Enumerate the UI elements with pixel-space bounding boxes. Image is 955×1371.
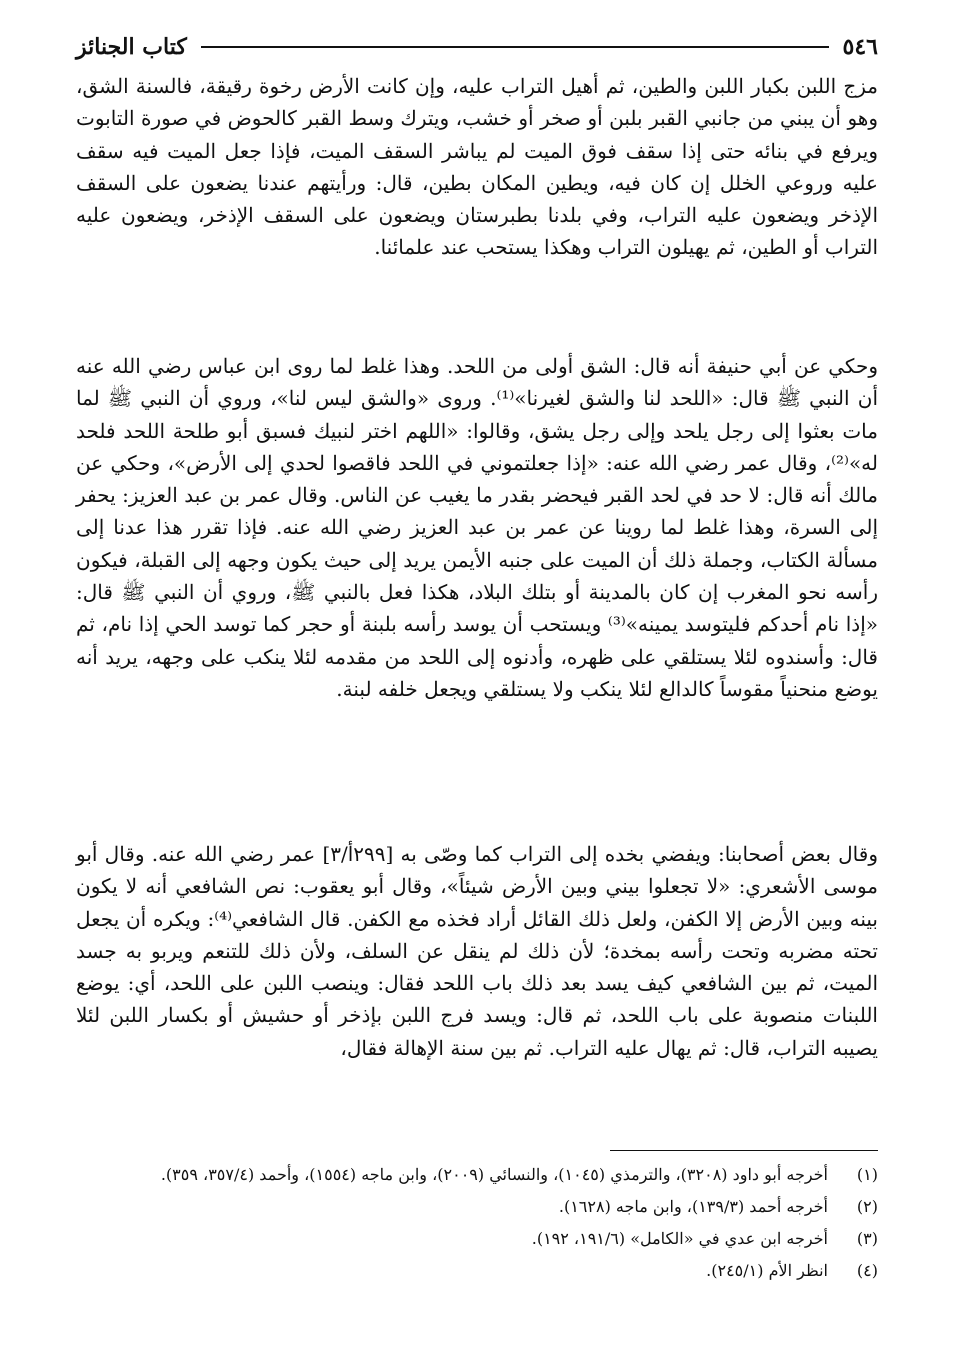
footnote-text: أخرجه أبو داود (٣٢٠٨)، والترمذي (١٠٤٥)، والنسائي (٢٠٠٩)، وابن ماجه (١٥٥٤)، وأحمد (٣٥٧/٤، ٣٥٩). — [160, 1165, 828, 1184]
footnote-text: أخرجه ابن عدي في «الكامل» (١٩١/٦، ١٩٢). — [531, 1229, 828, 1248]
footnote-text: انظر الأم (٢٤٥/١). — [706, 1261, 828, 1280]
header-rule — [201, 46, 829, 48]
footnote-number: (١) — [856, 1165, 878, 1184]
paragraph: وقال بعض أصحابنا: ويفضي بخده إلى التراب كما وصّى به [٢٩٩أ/٣] عمر رضي الله عنه. وقال أبو موسى الأشعري: «لا تجعلوا بيني وبين الأرض شيئاً»، وقال أبو يعقوب: نص الشافعي أنه لا يكون بينه وبين الأرض إلا الكفن، ولعل ذلك القائل أراد فخذه مع الكفن. قال الشافعي⁽⁴⁾: ويكره أن يجعل تحته مضربه وتحت رأسه بمخدة؛ لأن ذلك لم ينقل عن السلف، ولأن ذلك للتنعم ويربو به جسد الميت، ثم بين الشافعي كيف يسد بعد ذلك باب اللحد فقال: وينصب اللبن على اللحد، أي: يوضع اللبنات منصوبة على باب اللحد، ثم قال: ويسد فرج اللبن بإذخر أو حشيش أو بكسار اللبن لئلا يصيبه التراب، قال: ثم يهال عليه التراب. ثم بين سنة الإهالة فقال، — [76, 842, 878, 1060]
page-header — [76, 30, 878, 64]
paragraph: وحكي عن أبي حنيفة أنه قال: الشق أولى من اللحد. وهذا غلط لما روى ابن عباس رضي الله عنه أن النبي ﷺ قال: «اللحد لنا والشق لغيرنا»⁽¹⁾. وروى «والشق ليس لنا»، وروي أن النبي ﷺ لما مات بعثوا إلى رجل يلحد وإلى رجل يشق، وقالوا: «اللهم اختر لنبيك فسبق أبو طلحة اللحد فلحد له»⁽²⁾، وقال عمر رضي الله عنه: «إذا جعلتموني في اللحد فاقصوا لحدي إلى الأرض»، وحكي عن مالك أنه قال: لا حد في لحد القبر فيحضر بقدر ما يغيب عن الناس. وقال عمر بن عبد العزيز: يحفر إلى السرة، وهذا غلط لما روينا عن عمر بن عبد العزيز رضي الله عنه. فإذا تقرر هذا عدنا إلى مسألة الكتاب، وجملة ذلك أن الميت على جنبه الأيمن يريد إلى حيث يكون وجهه إلى القبلة، فيكون رأسه نحو المغرب إن كان بالمدينة أو بتلك البلاد، هكذا فعل بالنبي ﷺ، وروي أن النبي ﷺ قال: «إذا نام أحدكم فليتوسد يمينه»⁽³⁾ ويستحب أن يوسد رأسه بلبنة أو حجر كما توسد الحي إذا نام، ثم قال: وأسندوه لئلا يستلقي على ظهره، وأدنوه إلى اللحد من مقدمه لئلا ينكب على وجهه، يريد أنه يوضع منحنياً مقوساً كالدالع لئلا ينكب ولا يستلقي ويجعل خلفه لبنة. — [76, 354, 878, 701]
footnote-number: (٣) — [856, 1229, 878, 1248]
footnote — [76, 1160, 878, 1189]
footnote-text: أخرجه أحمد (١٣٩/٣)، وابن ماجه (١٦٢٨). — [558, 1197, 828, 1216]
footnote-number: (٤) — [856, 1261, 878, 1280]
book-title: كتاب الجنائز — [76, 34, 187, 60]
page-number: ٥٤٦ — [842, 34, 878, 60]
footnote-number: (٢) — [856, 1197, 878, 1216]
footnote — [76, 1192, 878, 1221]
paragraph: مزج اللبن بكبار اللبن والطين، ثم أهيل التراب عليه، وإن كانت الأرض رخوة رقيقة، فالسنة الشق، وهو أن يبني من جانبي القبر بلبن أو صخر أو خشب، ويترك وسط القبر كالحوض في صورة التابوت ويرفع في بنائه حتى إذا سقف فوق الميت لم يباشر السقف الميت، فإذا جعل الميت فيه سقف عليه وروعي الخلل إن كان فيه، ويطين المكان بطين، قال: ورأيتهم عندنا يضعون على السقف الإذخر ويضعون عليه التراب، وفي بلدنا بطبرستان ويضعون على السقف الإذخر، ويضعون عليه التراب أو الطين، ثم يهيلون التراب وهكذا يستحب عند علمائنا. — [76, 74, 878, 260]
footnote-separator — [610, 1150, 878, 1151]
footnote — [76, 1256, 878, 1285]
footnote — [76, 1224, 878, 1253]
footnotes — [76, 1160, 878, 1288]
